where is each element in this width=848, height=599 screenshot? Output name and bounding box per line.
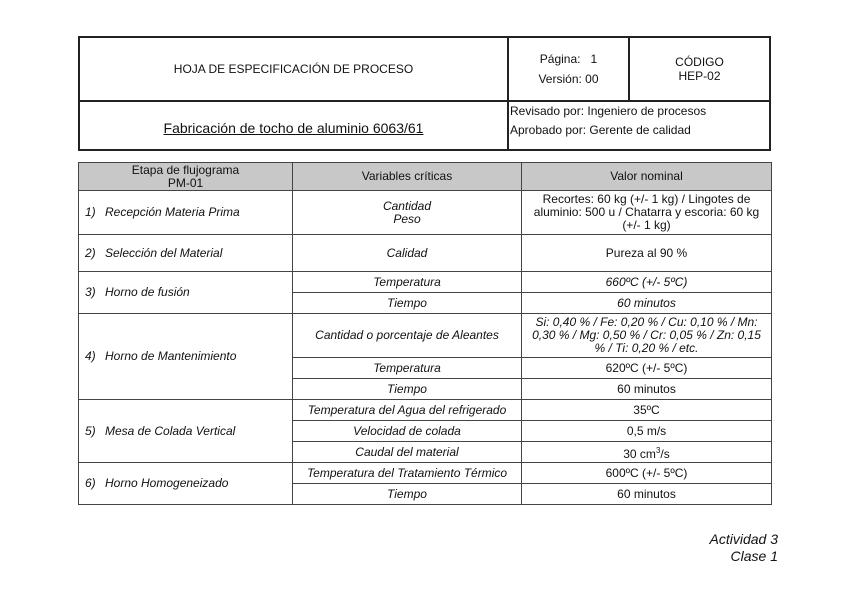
stage-cell	[79, 272, 293, 314]
stage-cell	[79, 400, 293, 463]
table-row	[79, 235, 772, 272]
table-row	[79, 191, 772, 235]
page-number: 1	[590, 52, 598, 66]
value-cell: Recortes: 60 kg (+/- 1 kg) / Lingotes de aluminio: 500 u / Chatarra y escoria: 60 kg (+/- 1 kg)	[522, 191, 772, 235]
header-stage	[79, 163, 293, 191]
variable-cell: Velocidad de colada	[293, 421, 522, 442]
document-title-cell	[80, 38, 507, 100]
value-main: 30 cm	[623, 446, 656, 461]
stage-name: Horno de Mantenimiento	[105, 349, 237, 363]
value-cell: 600ºC (+/- 5ºC)	[522, 463, 772, 484]
variable-line: Peso	[393, 211, 421, 226]
header-stage-line1: Etapa de flujograma	[131, 162, 240, 177]
variable-cell: Caudal del material	[293, 442, 522, 463]
table-row	[79, 272, 772, 293]
activity-label: Actividad 3	[709, 531, 778, 547]
variable-cell: Temperatura del Agua del refrigerado	[293, 400, 522, 421]
value-cell: 35ºC	[522, 400, 772, 421]
class-label: Clase 1	[730, 548, 778, 564]
stage-number: 6)	[85, 476, 96, 490]
stage-name: Selección del Material	[105, 245, 223, 260]
stage-number: 4)	[85, 349, 96, 363]
header-variables: Variables críticas	[293, 163, 522, 191]
variable-line: Cantidad	[382, 198, 432, 213]
stage-name: Horno Homogeneizado	[105, 476, 229, 490]
value-cell: Pureza al 90 %	[522, 235, 772, 272]
variable-cell: Temperatura del Tratamiento Térmico	[293, 463, 522, 484]
version-label: Versión: 00	[538, 72, 599, 86]
variable-cell: Temperatura	[293, 358, 522, 379]
variable-cell: Tiempo	[293, 484, 522, 505]
table-row	[79, 314, 772, 358]
stage-cell	[79, 235, 293, 272]
value-cell: 60 minutos	[522, 379, 772, 400]
page-version-cell	[509, 38, 628, 100]
stage-name: Mesa de Colada Vertical	[105, 423, 236, 438]
variable-cell	[293, 191, 522, 235]
page-label: Página:	[539, 52, 581, 66]
header-nominal: Valor nominal	[522, 163, 772, 191]
variable-cell: Tiempo	[293, 379, 522, 400]
approval-block	[510, 102, 770, 140]
value-cell: 60 minutos	[522, 484, 772, 505]
table-row	[79, 463, 772, 484]
table-header-row	[79, 163, 772, 191]
subtitle-cell	[80, 102, 507, 149]
document-header	[78, 36, 771, 151]
stage-cell	[79, 463, 293, 505]
value-cell: 60 minutos	[522, 293, 772, 314]
activity-footer	[710, 531, 778, 565]
variable-cell: Temperatura	[293, 272, 522, 293]
variable-cell: Calidad	[293, 235, 522, 272]
code-value: HEP-02	[678, 69, 721, 83]
value-cell: 660ºC (+/- 5ºC)	[522, 272, 772, 293]
stage-cell	[79, 314, 293, 400]
stage-number: 1)	[85, 205, 96, 219]
value-unit: /s	[660, 446, 670, 461]
stage-name: Recepción Materia Prima	[105, 205, 240, 219]
value-cell: 0,5 m/s	[522, 421, 772, 442]
value-cell: Si: 0,40 % / Fe: 0,20 % / Cu: 0,10 % / Mn: 0,30 % / Mg: 0,50 % / Cr: 0,05 % / Zn: 0,15 % / Ti: 0,20 % / etc.	[522, 314, 772, 358]
stage-cell	[79, 191, 293, 235]
header-stage-line2: PM-01	[167, 175, 204, 190]
variable-cell: Tiempo	[293, 293, 522, 314]
value-cell: 620ºC (+/- 5ºC)	[522, 358, 772, 379]
code-label: CÓDIGO	[675, 55, 724, 69]
stage-number: 2)	[85, 245, 96, 260]
variable-cell: Cantidad o porcentaje de Aleantes	[293, 314, 522, 358]
reviewed-by: Revisado por: Ingeniero de procesos	[510, 104, 707, 118]
document-subtitle: Fabricación de tocho de aluminio 6063/61	[163, 119, 424, 136]
stage-number: 5)	[85, 423, 96, 438]
specification-table	[78, 162, 772, 505]
code-cell	[630, 38, 769, 100]
value-superscript: 3	[655, 445, 661, 455]
document-title: HOJA DE ESPECIFICACIÓN DE PROCESO	[173, 62, 414, 76]
approved-by: Aprobado por: Gerente de calidad	[510, 123, 691, 137]
stage-name: Horno de fusión	[105, 285, 190, 299]
table-row	[79, 400, 772, 421]
stage-number: 3)	[85, 285, 96, 299]
value-cell	[522, 442, 772, 463]
